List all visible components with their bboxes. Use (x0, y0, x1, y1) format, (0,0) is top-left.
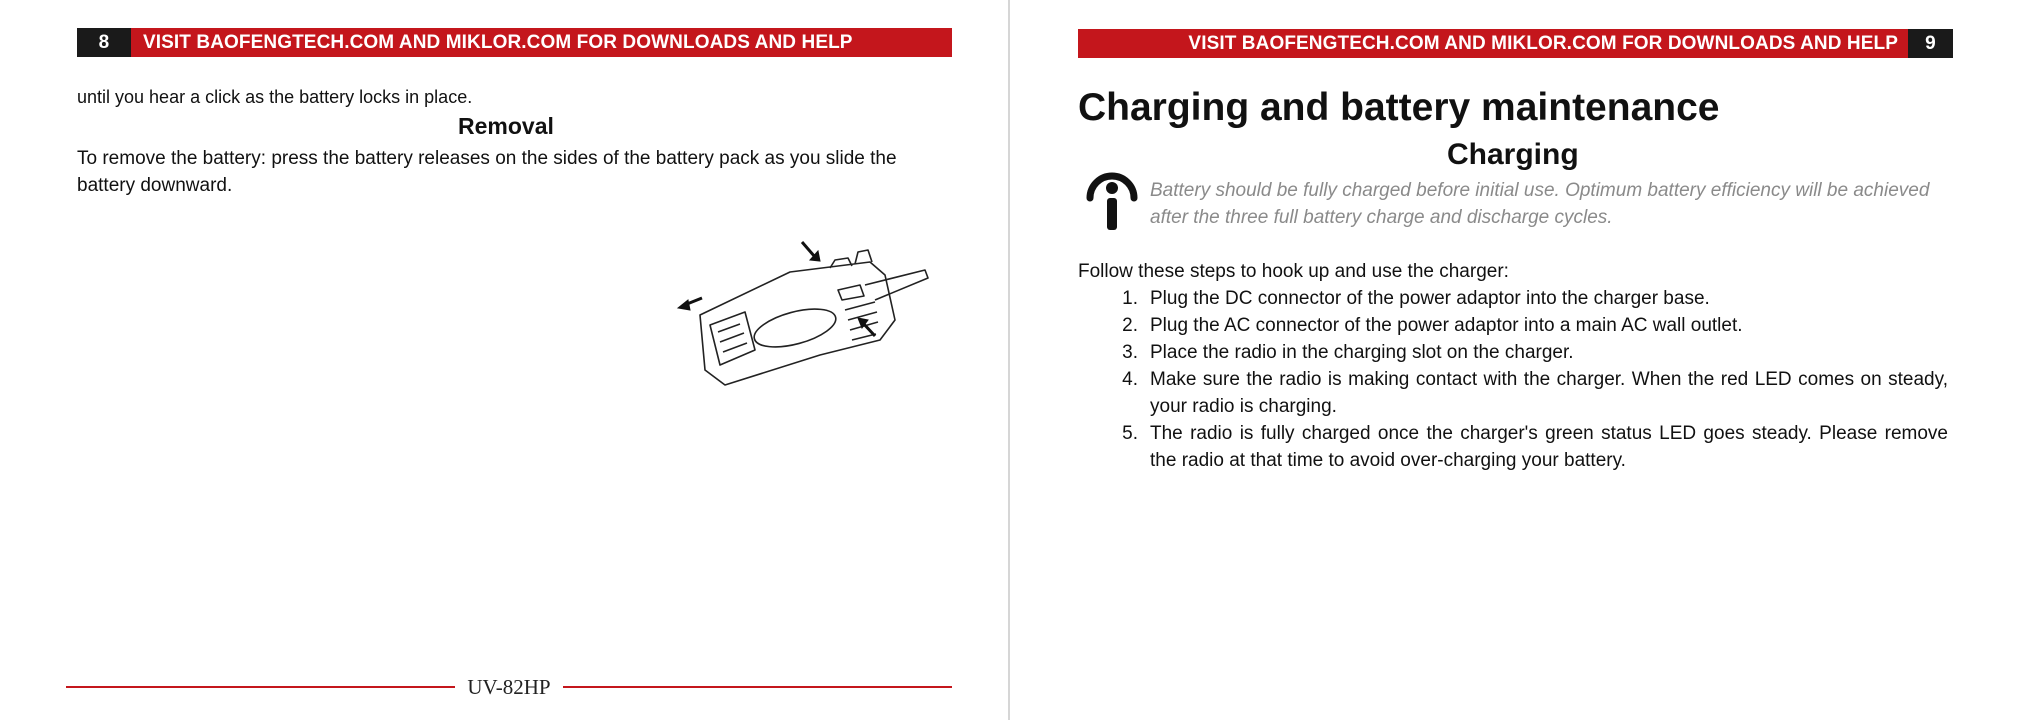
step-item (1078, 420, 1948, 474)
step-text: Make sure the radio is making contact with the charger. When the red LED comes on steady, your radio is charging. (1150, 369, 1948, 417)
removal-heading: Removal (458, 113, 554, 139)
left-header-text: VISIT BAOFENGTECH.COM AND MIKLOR.COM FOR DOWNLOADS AND HELP (143, 31, 853, 53)
battery-removal-illustration (670, 230, 940, 390)
left-header-bar (77, 28, 952, 57)
charging-heading: Charging (1447, 138, 1579, 171)
step-text: Place the radio in the charging slot on the charger. (1150, 342, 1574, 363)
info-icon (1080, 160, 1144, 232)
charging-steps-list (1078, 285, 1948, 474)
right-header-bar (1078, 29, 1953, 58)
steps-intro: Follow these steps to hook up and use the charger: (1078, 261, 1509, 282)
step-item (1078, 312, 1948, 339)
footer-line-left (66, 686, 455, 688)
step-item (1078, 285, 1948, 312)
page-title: Charging and battery maintenance (1078, 86, 1720, 129)
right-page-number: 9 (1908, 29, 1953, 58)
step-number: 3. (1122, 342, 1138, 363)
step-number: 1. (1122, 288, 1138, 309)
step-text: Plug the AC connector of the power adaptor into a main AC wall outlet. (1150, 315, 1743, 336)
step-text: The radio is fully charged once the charger's green status LED goes steady. Please remove the radio at that time to avoid over-charging your battery. (1150, 423, 1948, 471)
step-text: Plug the DC connector of the power adaptor into the charger base. (1150, 288, 1710, 309)
right-header-text: VISIT BAOFENGTECH.COM AND MIKLOR.COM FOR DOWNLOADS AND HELP (1188, 32, 1898, 54)
battery-lock-text: until you hear a click as the battery locks in place. (77, 87, 473, 107)
footer (66, 672, 952, 702)
step-item (1078, 339, 1948, 366)
step-number: 5. (1122, 423, 1138, 444)
footer-line-right (563, 686, 952, 688)
left-page-number: 8 (77, 28, 131, 57)
step-number: 2. (1122, 315, 1138, 336)
footer-model: UV-82HP (467, 674, 551, 699)
removal-text: To remove the battery: press the battery releases on the sides of the battery pack as you slide the battery downward. (77, 148, 897, 196)
step-item (1078, 366, 1948, 420)
right-page (1010, 0, 2018, 720)
step-number: 4. (1122, 369, 1138, 390)
charging-note: Battery should be fully charged before initial use. Optimum battery efficiency will be achieved after the three full battery charge and discharge cycles. (1150, 180, 1930, 228)
